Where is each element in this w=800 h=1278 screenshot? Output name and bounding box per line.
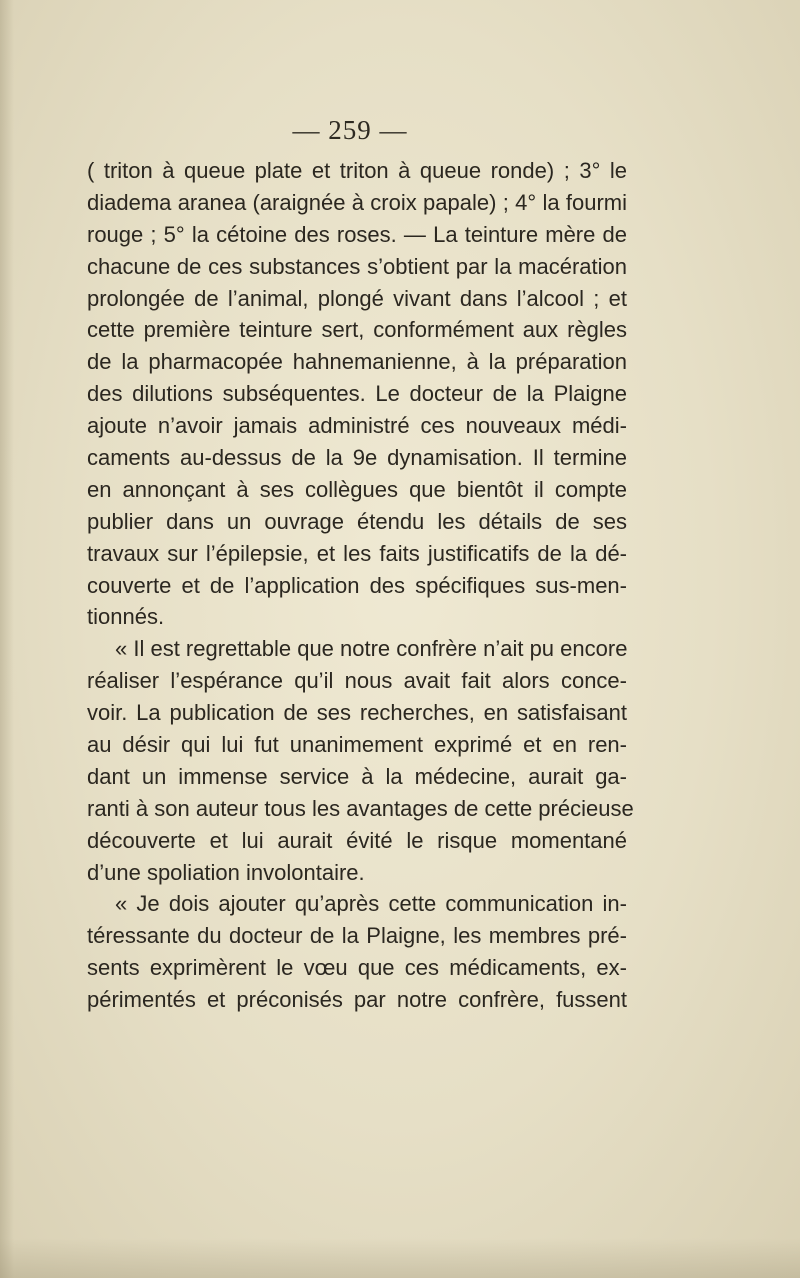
text-line: voir. La publication de ses recherches, en satisfaisant — [87, 700, 627, 726]
text-line: chacune de ces substances s’obtient par la macération — [87, 253, 627, 279]
text-line: en annonçant à ses collègues que bientôt il compte — [87, 476, 627, 502]
text-line: téressante du docteur de la Plaigne, les membres pré- — [87, 923, 627, 949]
text-line: réaliser l’espérance qu’il nous avait fait alors conce- — [87, 668, 627, 694]
page-edge-shadow-bottom — [0, 1238, 800, 1278]
text-line: prolongée de l’animal, plongé vivant dans l’alcool ; et — [87, 285, 627, 311]
body-text — [87, 155, 634, 1016]
text-line: périmentés et préconisés par notre confrère, fussent — [87, 987, 627, 1013]
text-line: rouge ; 5° la cétoine des roses. — La teinture mère de — [87, 221, 627, 247]
page-edge-shadow-left — [0, 0, 14, 1278]
text-line: d’une spoliation involontaire. — [87, 859, 365, 885]
text-line: « Je dois ajouter qu’après cette communication in- — [115, 891, 627, 917]
text-line: ranti à son auteur tous les avantages de cette précieuse — [87, 795, 634, 821]
text-line: publier dans un ouvrage étendu les détails de ses — [87, 508, 627, 534]
text-line: des dilutions subséquentes. Le docteur de la Plaigne — [87, 381, 627, 407]
text-line: « Il est regrettable que notre confrère n’ait pu encore — [115, 636, 628, 662]
text-line: de la pharmacopée hahnemanienne, à la préparation — [87, 349, 627, 375]
text-line: découverte et lui aurait évité le risque momentané — [87, 827, 627, 853]
text-line: caments au-dessus de la 9e dynamisation. Il termine — [87, 445, 627, 471]
text-line: sents exprimèrent le vœu que ces médicaments, ex- — [87, 955, 627, 981]
text-line: cette première teinture sert, conformément aux règles — [87, 317, 627, 343]
text-line: dant un immense service à la médecine, aurait ga- — [87, 763, 627, 789]
text-line: tionnés. — [87, 604, 165, 630]
page-number: — 259 — — [292, 115, 408, 145]
text-line: au désir qui lui fut unanimement exprimé et en ren- — [87, 732, 627, 758]
text-line: couverte et de l’application des spécifiques sus-men- — [87, 572, 627, 598]
text-line: travaux sur l’épilepsie, et les faits justificatifs de la dé- — [87, 540, 627, 566]
text-line: ( triton à queue plate et triton à queue ronde) ; 3° le — [87, 158, 627, 183]
text-line: diadema aranea (araignée à croix papale) ; 4° la fourmi — [87, 189, 627, 215]
text-line: ajoute n’avoir jamais administré ces nouveaux médi- — [87, 413, 627, 439]
